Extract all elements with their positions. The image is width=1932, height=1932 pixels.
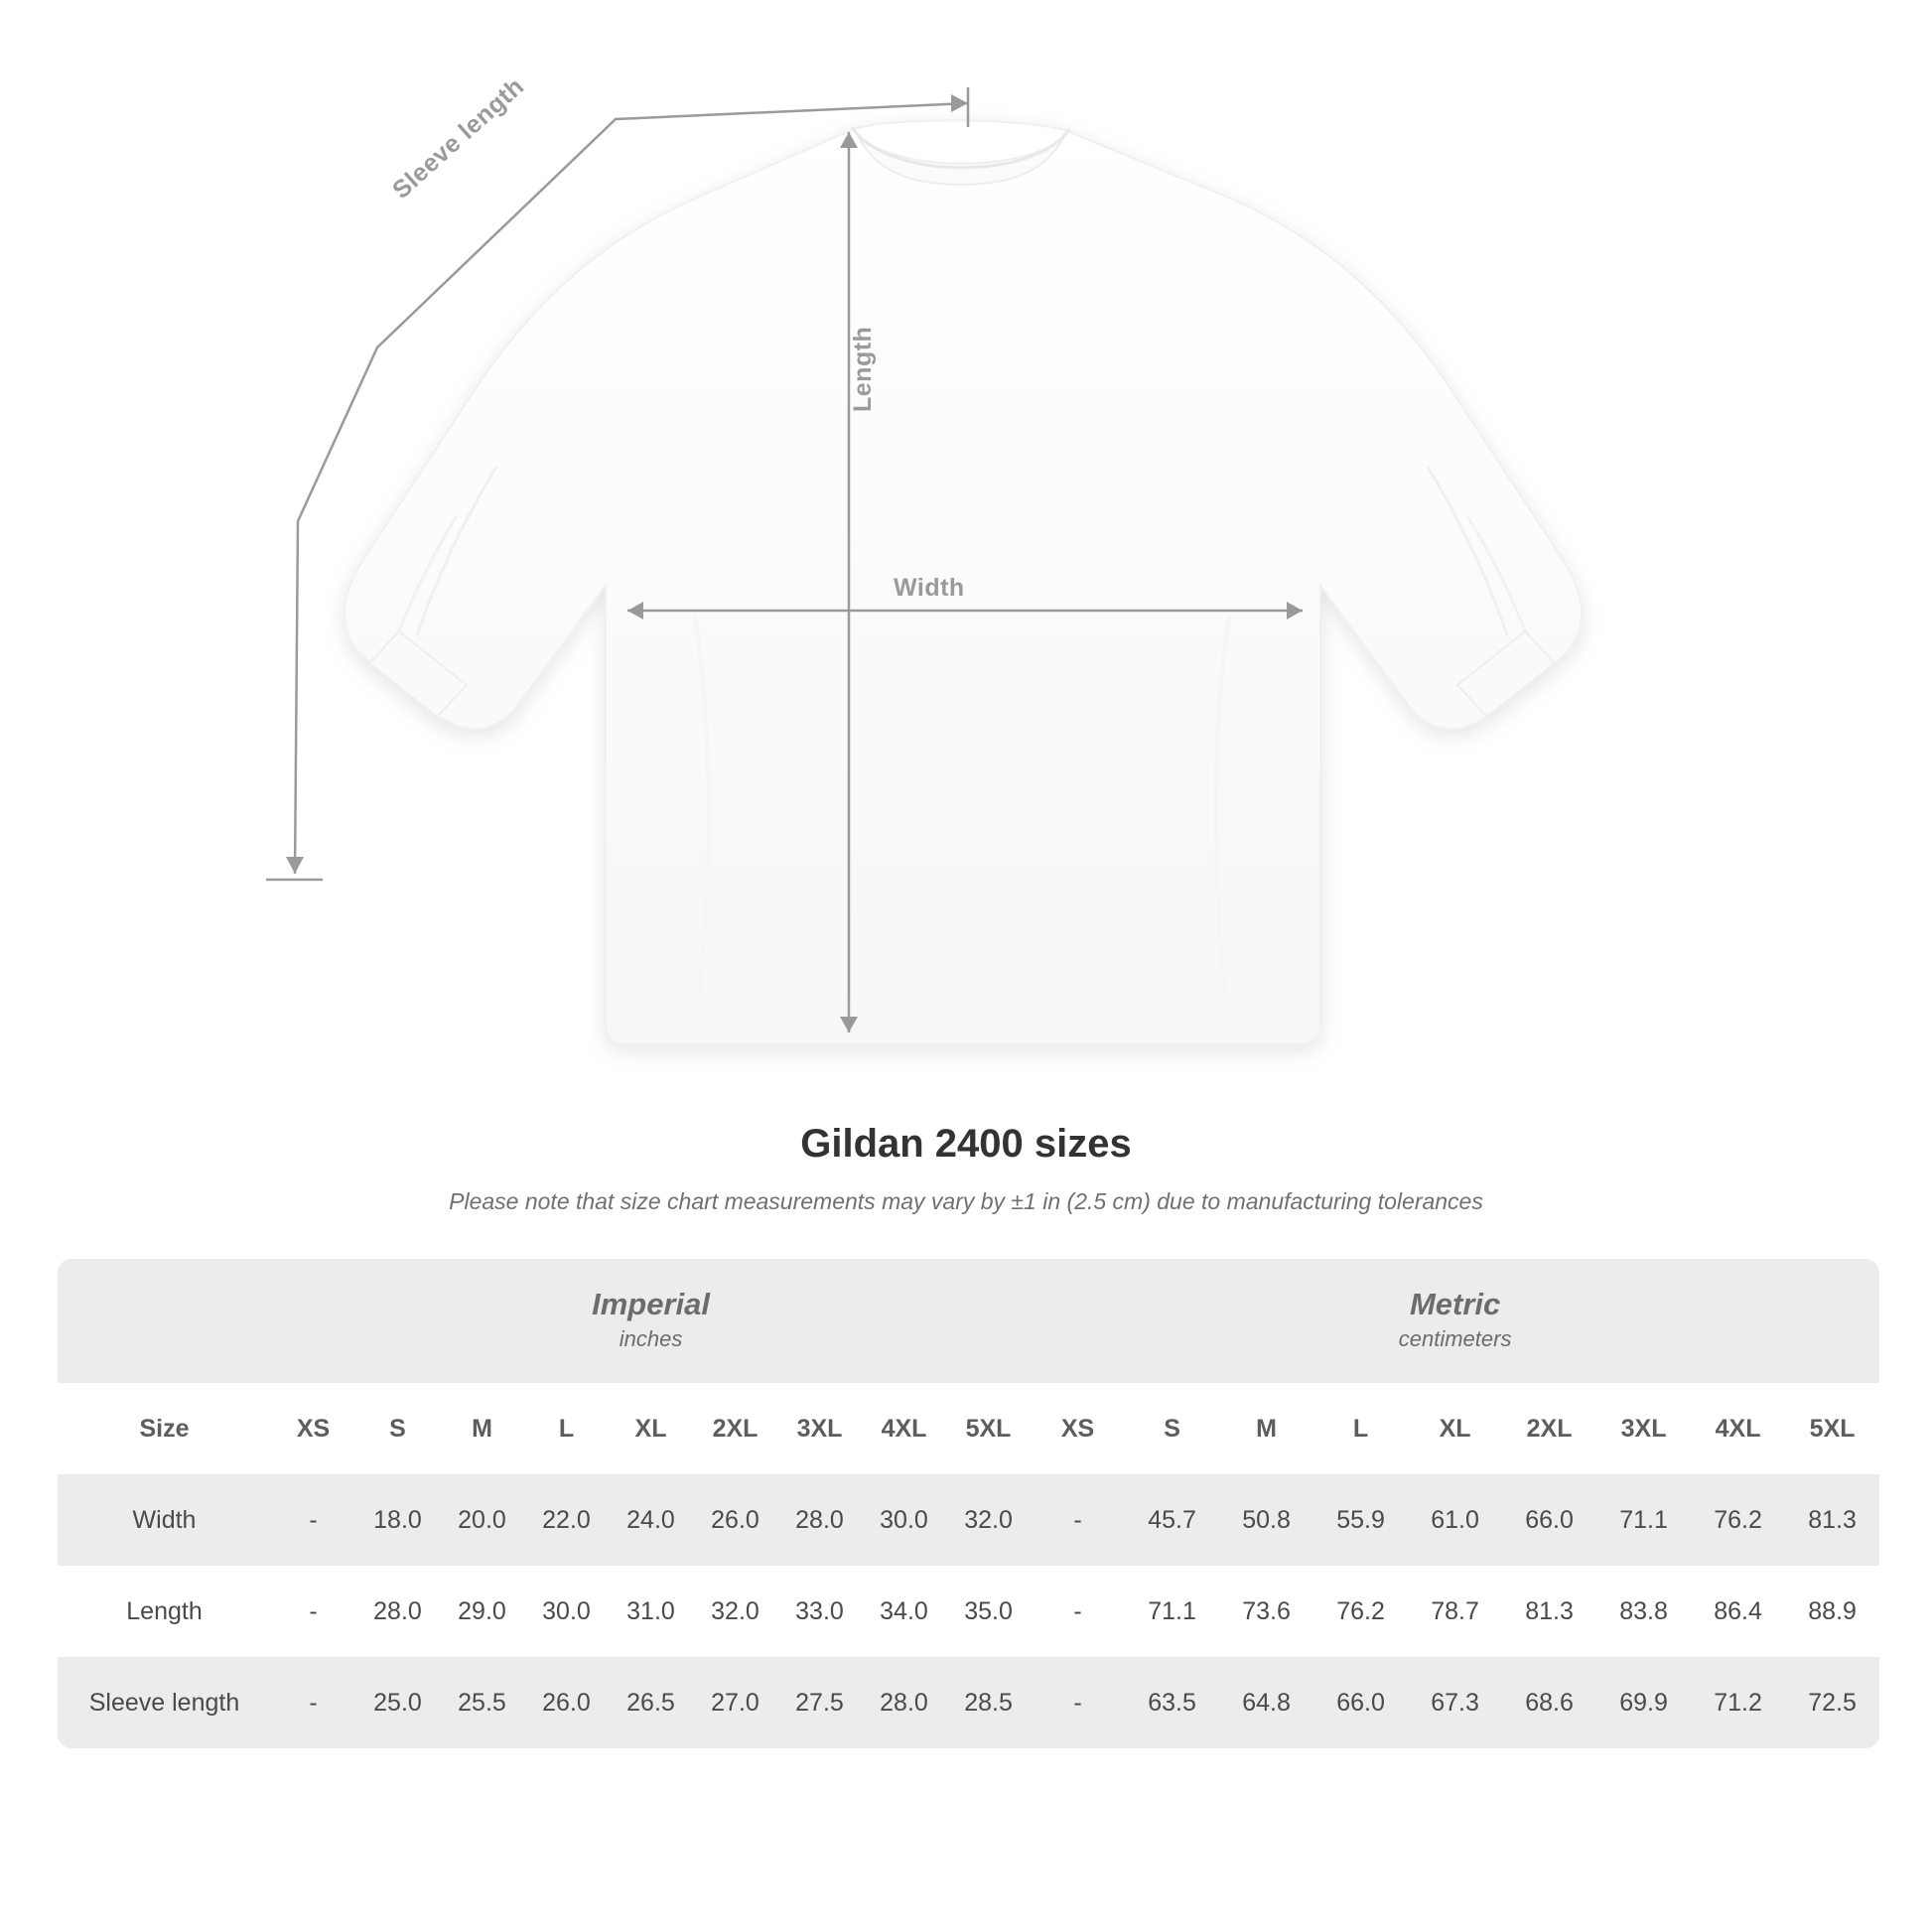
column-header-imperial-5xl: 5XL: [946, 1383, 1031, 1474]
column-header-metric-l: L: [1313, 1383, 1408, 1474]
cell-width-imperial-4xl: 30.0: [862, 1474, 946, 1566]
cell-width-metric-2xl: 66.0: [1502, 1474, 1596, 1566]
column-header-imperial-l: L: [524, 1383, 609, 1474]
column-header-imperial-xs: XS: [271, 1383, 355, 1474]
cell-length-metric-l: 76.2: [1313, 1566, 1408, 1657]
cell-sleeve-imperial-s: 25.0: [355, 1657, 440, 1748]
size-header-row: [58, 1383, 1879, 1474]
cell-length-metric-3xl: 83.8: [1596, 1566, 1691, 1657]
cell-sleeve-metric-xs: -: [1031, 1657, 1125, 1748]
column-header-metric-3xl: 3XL: [1596, 1383, 1691, 1474]
row-label-sleeve-length: Sleeve length: [58, 1657, 271, 1748]
column-header-imperial-m: M: [440, 1383, 524, 1474]
width-dimension-label: Width: [894, 574, 965, 602]
cell-width-imperial-5xl: 32.0: [946, 1474, 1031, 1566]
cell-length-metric-4xl: 86.4: [1691, 1566, 1785, 1657]
table-row-width: [58, 1474, 1879, 1566]
column-header-imperial-4xl: 4XL: [862, 1383, 946, 1474]
table-row-sleeve-length: [58, 1657, 1879, 1748]
cell-length-imperial-2xl: 32.0: [693, 1566, 777, 1657]
cell-width-metric-s: 45.7: [1125, 1474, 1219, 1566]
cell-width-metric-m: 50.8: [1219, 1474, 1313, 1566]
cell-width-metric-5xl: 81.3: [1785, 1474, 1879, 1566]
cell-width-imperial-3xl: 28.0: [777, 1474, 862, 1566]
cell-width-metric-l: 55.9: [1313, 1474, 1408, 1566]
unit-group-imperial-name: Imperial: [592, 1287, 710, 1322]
cell-length-imperial-xs: -: [271, 1566, 355, 1657]
cell-length-imperial-5xl: 35.0: [946, 1566, 1031, 1657]
cell-sleeve-metric-5xl: 72.5: [1785, 1657, 1879, 1748]
column-header-size: Size: [58, 1383, 271, 1474]
column-header-imperial-3xl: 3XL: [777, 1383, 862, 1474]
length-dimension-label: Length: [849, 326, 877, 412]
unit-group-metric-sub: centimeters: [1398, 1325, 1512, 1351]
tolerance-note: Please note that size chart measurements may vary by ±1 in (2.5 cm) due to manufacturing tolerances: [449, 1188, 1483, 1214]
table-row-length: [58, 1566, 1879, 1657]
cell-sleeve-imperial-4xl: 28.0: [862, 1657, 946, 1748]
size-table: [58, 1259, 1879, 1748]
column-header-imperial-xl: XL: [609, 1383, 693, 1474]
column-header-metric-xl: XL: [1408, 1383, 1502, 1474]
column-header-metric-5xl: 5XL: [1785, 1383, 1879, 1474]
unit-header-row: [58, 1259, 1879, 1383]
column-header-metric-4xl: 4XL: [1691, 1383, 1785, 1474]
cell-length-imperial-l: 30.0: [524, 1566, 609, 1657]
cell-sleeve-imperial-l: 26.0: [524, 1657, 609, 1748]
column-header-metric-m: M: [1219, 1383, 1313, 1474]
cell-sleeve-imperial-xl: 26.5: [609, 1657, 693, 1748]
cell-width-imperial-l: 22.0: [524, 1474, 609, 1566]
cell-sleeve-imperial-5xl: 28.5: [946, 1657, 1031, 1748]
cell-length-metric-s: 71.1: [1125, 1566, 1219, 1657]
cell-sleeve-metric-2xl: 68.6: [1502, 1657, 1596, 1748]
row-label-length: Length: [58, 1566, 271, 1657]
column-header-imperial-2xl: 2XL: [693, 1383, 777, 1474]
sleeve-length-dimension-label: Sleeve length: [387, 71, 530, 205]
column-header-metric-s: S: [1125, 1383, 1219, 1474]
cell-sleeve-imperial-xs: -: [271, 1657, 355, 1748]
column-header-imperial-s: S: [355, 1383, 440, 1474]
cell-width-metric-xs: -: [1031, 1474, 1125, 1566]
unit-group-imperial-sub: inches: [619, 1325, 683, 1351]
cell-sleeve-metric-xl: 67.3: [1408, 1657, 1502, 1748]
cell-width-imperial-xs: -: [271, 1474, 355, 1566]
size-table-wrapper: [58, 1259, 1874, 1748]
cell-width-metric-xl: 61.0: [1408, 1474, 1502, 1566]
cell-length-metric-m: 73.6: [1219, 1566, 1313, 1657]
cell-length-metric-2xl: 81.3: [1502, 1566, 1596, 1657]
cell-length-metric-5xl: 88.9: [1785, 1566, 1879, 1657]
cell-sleeve-metric-s: 63.5: [1125, 1657, 1219, 1748]
cell-width-imperial-2xl: 26.0: [693, 1474, 777, 1566]
cell-sleeve-imperial-m: 25.5: [440, 1657, 524, 1748]
unit-group-metric: [1031, 1259, 1879, 1383]
cell-length-metric-xs: -: [1031, 1566, 1125, 1657]
page-title: Gildan 2400 sizes: [800, 1122, 1132, 1166]
cell-sleeve-metric-m: 64.8: [1219, 1657, 1313, 1748]
cell-sleeve-metric-4xl: 71.2: [1691, 1657, 1785, 1748]
column-header-metric-2xl: 2XL: [1502, 1383, 1596, 1474]
title-block: [0, 1122, 1932, 1215]
cell-length-metric-xl: 78.7: [1408, 1566, 1502, 1657]
cell-width-metric-3xl: 71.1: [1596, 1474, 1691, 1566]
cell-sleeve-metric-l: 66.0: [1313, 1657, 1408, 1748]
cell-width-imperial-s: 18.0: [355, 1474, 440, 1566]
cell-sleeve-metric-3xl: 69.9: [1596, 1657, 1691, 1748]
unit-group-imperial: [271, 1259, 1031, 1383]
cell-width-imperial-m: 20.0: [440, 1474, 524, 1566]
cell-length-imperial-m: 29.0: [440, 1566, 524, 1657]
cell-width-metric-4xl: 76.2: [1691, 1474, 1785, 1566]
cell-width-imperial-xl: 24.0: [609, 1474, 693, 1566]
cell-length-imperial-3xl: 33.0: [777, 1566, 862, 1657]
cell-sleeve-imperial-2xl: 27.0: [693, 1657, 777, 1748]
cell-length-imperial-xl: 31.0: [609, 1566, 693, 1657]
cell-length-imperial-4xl: 34.0: [862, 1566, 946, 1657]
unit-group-metric-name: Metric: [1409, 1287, 1501, 1322]
cell-length-imperial-s: 28.0: [355, 1566, 440, 1657]
column-header-metric-xs: XS: [1031, 1383, 1125, 1474]
cell-sleeve-imperial-3xl: 27.5: [777, 1657, 862, 1748]
row-label-width: Width: [58, 1474, 271, 1566]
unit-header-corner: [58, 1259, 271, 1383]
